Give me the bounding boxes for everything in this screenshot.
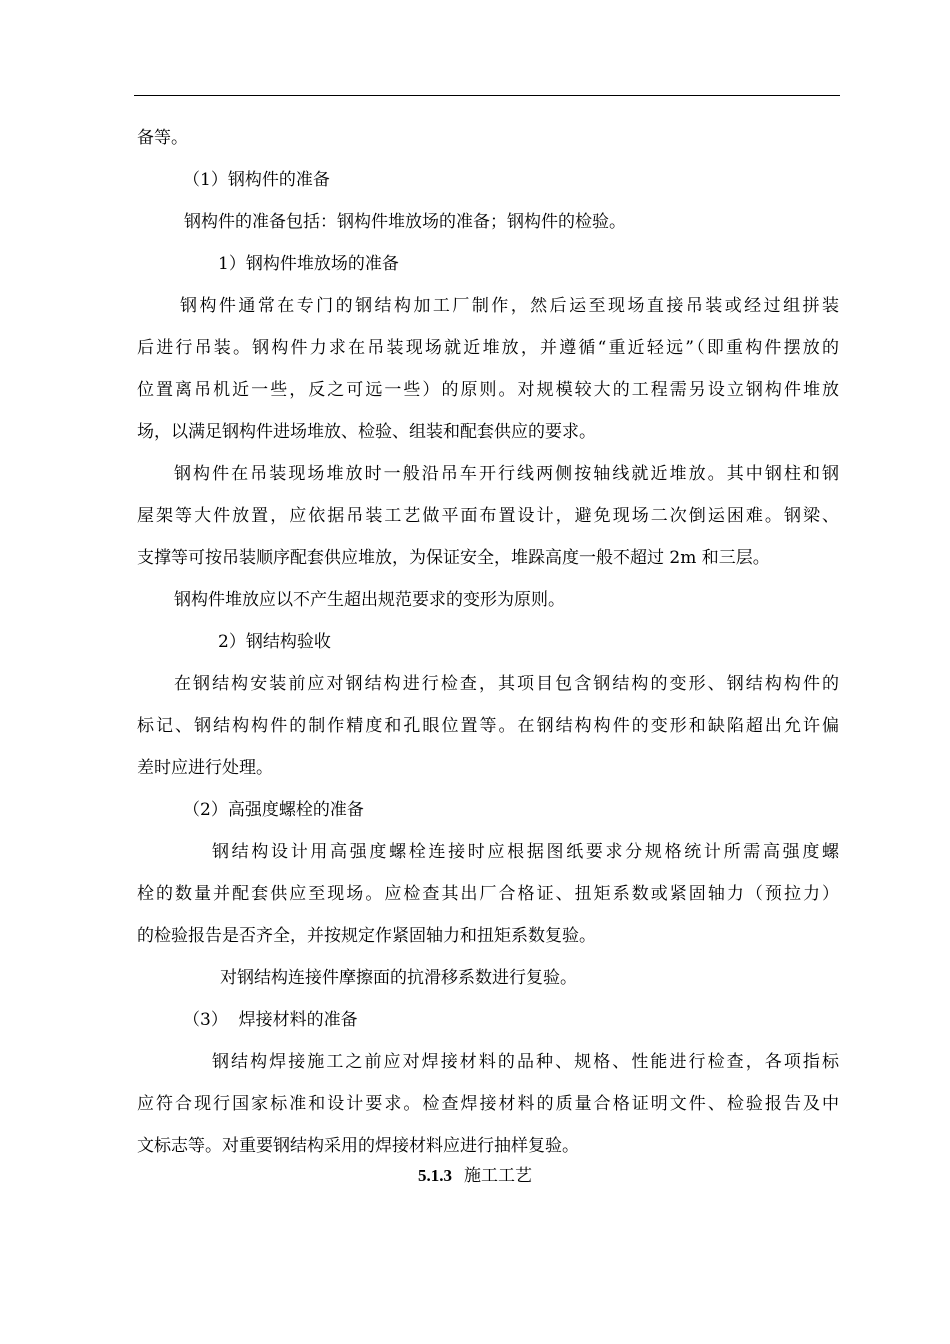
text-line: 钢构件堆放应以不产生超出规范要求的变形为原则。	[174, 590, 565, 610]
text-line: 文标志等。对重要钢结构采用的焊接材料应进行抽样复验。	[137, 1136, 579, 1156]
text-line: 差时应进行处理。	[137, 758, 273, 778]
text-line: 钢构件的准备包括：钢构件堆放场的准备；钢构件的检验。	[184, 212, 626, 232]
text-line: 后进行吊装。钢构件力求在吊装现场就近堆放，并遵循“重近轻远”（即重构件摆放的	[137, 338, 839, 358]
text-line: 栓的数量并配套供应至现场。应检查其出厂合格证、扭矩系数或紧固轴力（预拉力）	[137, 884, 839, 904]
section-heading	[0, 1165, 950, 1187]
subheading-storage-yard: 1）钢构件堆放场的准备	[218, 254, 399, 274]
text-line: 钢构件在吊装现场堆放时一般沿吊车开行线两侧按轴线就近堆放。其中钢柱和钢	[174, 464, 839, 484]
paragraph-continuation: 备等。	[137, 128, 188, 148]
text-line: 钢构件通常在专门的钢结构加工厂制作，然后运至现场直接吊装或经过组拼装	[180, 296, 839, 316]
text-line: 标记、钢结构构件的制作精度和孔眼位置等。在钢结构构件的变形和缺陷超出允许偏	[137, 716, 839, 736]
heading-steel-components: （1）钢构件的准备	[183, 170, 330, 190]
header-rule	[134, 95, 840, 96]
text-line: 的检验报告是否齐全，并按规定作紧固轴力和扭矩系数复验。	[137, 926, 596, 946]
text-line: 屋架等大件放置，应依据吊装工艺做平面布置设计，避免现场二次倒运困难。钢梁、	[137, 506, 839, 526]
text-line: 对钢结构连接件摩擦面的抗滑移系数进行复验。	[220, 968, 577, 988]
section-number: 5.1.3	[418, 1166, 452, 1185]
heading-welding-materials: （3） 焊接材料的准备	[183, 1010, 358, 1030]
subheading-structure-acceptance: 2）钢结构验收	[218, 632, 331, 652]
text-line: 位置离吊机近一些，反之可远一些）的原则。对规模较大的工程需另设立钢构件堆放	[137, 380, 839, 400]
text-line: 场，以满足钢构件进场堆放、检验、组装和配套供应的要求。	[137, 422, 596, 442]
heading-high-strength-bolts: （2）高强度螺栓的准备	[183, 800, 364, 820]
text-line: 支撑等可按吊装顺序配套供应堆放，为保证安全，堆跺高度一般不超过 2m 和三层。	[137, 548, 770, 568]
text-line: 钢结构设计用高强度螺栓连接时应根据图纸要求分规格统计所需高强度螺	[212, 842, 839, 862]
text-line: 钢结构焊接施工之前应对焊接材料的品种、规格、性能进行检查，各项指标	[212, 1052, 839, 1072]
text-line: 应符合现行国家标准和设计要求。检查焊接材料的质量合格证明文件、检验报告及中	[137, 1094, 839, 1114]
text-line: 在钢结构安装前应对钢结构进行检查，其项目包含钢结构的变形、钢结构构件的	[174, 674, 839, 694]
section-title: 施工工艺	[464, 1166, 532, 1186]
